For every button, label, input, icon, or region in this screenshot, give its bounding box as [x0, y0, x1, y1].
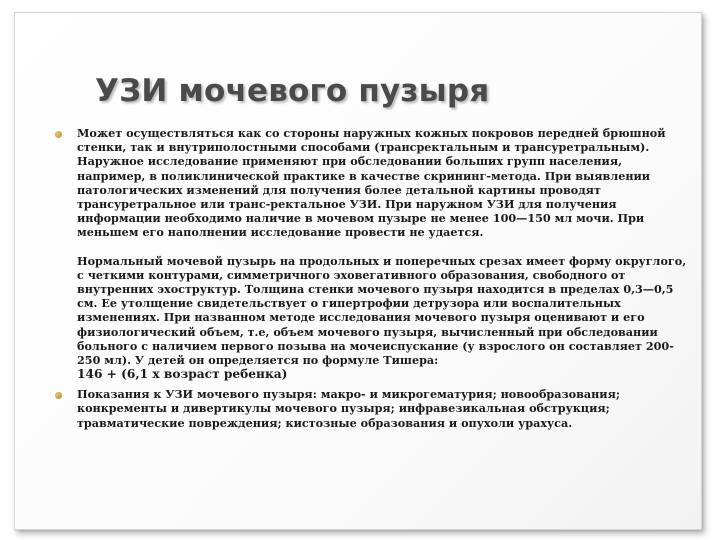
bullet-paragraph: Может осуществляться как со стороны наружных кожных покровов передней брюшной стенки, так и внутриполостными способами (трансректальным и трансуретральным). Наружное исследование применяют при обследовании больших групп населения, например, в поликлинической практике в качестве скрининг-метода. При выявлении патологических изменений для получения более детальной картины проводят трансуретральное или транс-ректальное УЗИ. При наружном УЗИ для получения информации необходимо наличие в мочевом пузыре не менее 100—150 мл мочи. При меньшем его наполнении исследование провести не удается.: [77, 126, 666, 240]
slide: [14, 12, 702, 530]
slide-content: [49, 126, 691, 430]
bullet-dot-icon: [55, 131, 62, 138]
tisher-formula: 146 + (6,1 х возраст ребенка): [77, 367, 288, 382]
slide-title: УЗИ мочевого пузыря: [95, 73, 490, 109]
bullet-paragraph: Показания к УЗИ мочевого пузыря: макро- и микрогематурия; новообразования; конкременты и дивертикулы мочевого пузыря; инфравезикальная обструкция; травматические повреждения; кистозные образования и опухоли урахуса.: [77, 387, 620, 430]
bullet-item: [49, 387, 691, 430]
bullet-paragraph: Нормальный мочевой пузырь на продольных и поперечных срезах имеет форму округлого, с четкими контурами, симметричного эховегативного образования, свободного от внутренних эхоструктур. Толщина стенки мочевого пузыря находится в пределах 0,3—0,5 см. Ее утолщение свидетельствует о гипертрофии детрузора или воспалительных изменениях. При названном методе исследования мочевого пузыря оценивают и его физиологический объем, т.е, объем мочевого пузыря, вычисленный при обследовании больного с наличием первого позыва на мочеиспускание (у взрослого он составляет 200-250 мл). У детей он определяется по формуле Тишера:: [77, 253, 687, 368]
bullet-dot-icon: [55, 392, 62, 399]
bullet-item: [49, 126, 691, 382]
